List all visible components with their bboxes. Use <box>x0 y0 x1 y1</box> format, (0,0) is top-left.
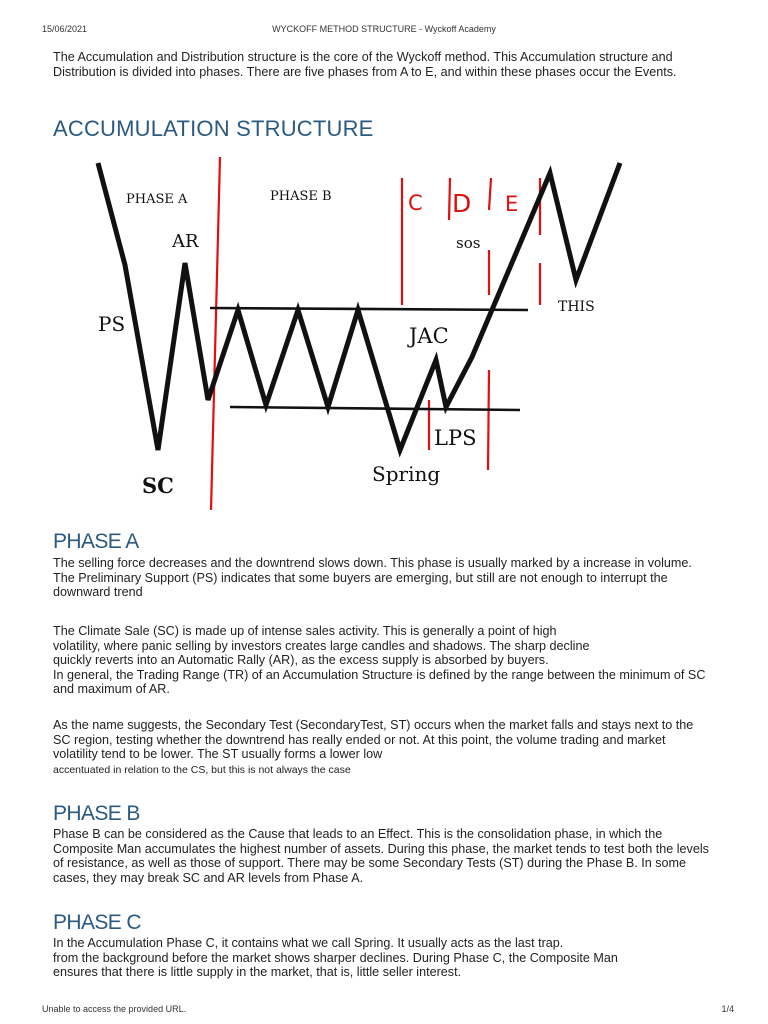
phase-b-paragraph: Phase B can be considered as the Cause that leads to an Effect. This is the consolidation phase, in which the Composite Man accumulates the highest number of assets. During this phase, the market tends to test both the levels of resistance, as well as those of support. There may be some Secondary Tests (ST) during the Phase B. In some cases, they may break SC and AR levels from Phase A. <box>53 827 709 885</box>
label-spring: Spring <box>372 462 441 486</box>
phase-c-paragraph <box>53 936 713 980</box>
heading-phase-a: PHASE A <box>53 530 139 553</box>
label-jac: JAC <box>409 324 449 348</box>
heading-phase-b: PHASE B <box>53 802 140 825</box>
support-line <box>230 407 520 410</box>
resistance-line <box>210 308 528 310</box>
label-d: D <box>452 189 472 218</box>
phase-line-de <box>489 178 491 210</box>
phase-a-paragraph-1: The selling force decreases and the downtrend slows down. This phase is usually marked by a increase in volume. The Preliminary Support (PS) indicates that some buyers are emerging, but still are not enough to interrupt the downward trend <box>53 556 692 600</box>
label-c: C <box>408 191 423 215</box>
print-title: WYCKOFF METHOD STRUCTURE - Wyckoff Academy <box>272 24 496 34</box>
print-date: 15/06/2021 <box>42 24 88 34</box>
phase-a-paragraph-2-line-1: The Climate Sale (SC) is made up of intense sales activity. This is generally a point of high <box>53 624 557 638</box>
phase-c-line-3: ensures that there is little supply in the market, that is, little seller interest. <box>53 965 462 980</box>
phase-a-paragraph-2-line-4: In general, the Trading Range (TR) of an Accumulation Structure is defined by the range between the minimum of SC and maximum of AR. <box>53 667 706 697</box>
phase-line-de-lower <box>488 370 489 470</box>
label-e: E <box>505 192 519 216</box>
phase-a-paragraph-2 <box>53 624 713 697</box>
phase-c-line-1: In the Accumulation Phase C, it contains what we call Spring. It usually acts as the last trap. <box>53 936 564 950</box>
label-ps: PS <box>98 312 126 336</box>
label-phase-a: PHASE A <box>126 192 188 207</box>
label-sc: SC <box>142 473 174 498</box>
label-lps: LPS <box>434 426 477 450</box>
footer-note: Unable to access the provided URL. <box>42 1004 187 1014</box>
page-title: ACCUMULATION STRUCTURE <box>53 116 374 141</box>
label-sos: sos <box>456 234 481 252</box>
phase-a-paragraph-3: As the name suggests, the Secondary Test (SecondaryTest, ST) occurs when the market falls and stays next to the SC region, testing whether the downtrend has really ended or not. At this point, the volume trading and market volatility tend to be lower. The ST usually forms a lower low <box>53 718 694 762</box>
phase-lines <box>211 157 540 510</box>
phase-a-paragraph-3-note: accentuated in relation to the CS, but this is not always the case <box>53 764 351 776</box>
accumulation-diagram <box>80 145 630 515</box>
label-this: THIS <box>558 299 595 315</box>
phase-a-paragraph-2-line-2: volatility, where panic selling by investors creates large candles and shadows. The sharp decline <box>53 638 590 653</box>
heading-phase-c: PHASE C <box>53 911 141 934</box>
intro-paragraph: The Accumulation and Distribution structure is the core of the Wyckoff method. This Accumulation structure and Distribution is divided into phases. There are five phases from A to E, and within these phases occur the Events. <box>53 50 677 79</box>
phase-c-line-2: from the background before the market shows sharper declines. During Phase C, the Composite Man <box>53 950 618 965</box>
phase-line-cd <box>449 178 450 220</box>
phase-line-ab <box>211 157 220 510</box>
page-number: 1/4 <box>721 1004 734 1014</box>
label-ar: AR <box>172 231 199 252</box>
label-phase-b: PHASE B <box>270 189 332 204</box>
phase-a-paragraph-2-line-3: quickly reverts into an Automatic Rally (AR), as the excess supply is absorbed by buyers. <box>53 653 549 668</box>
